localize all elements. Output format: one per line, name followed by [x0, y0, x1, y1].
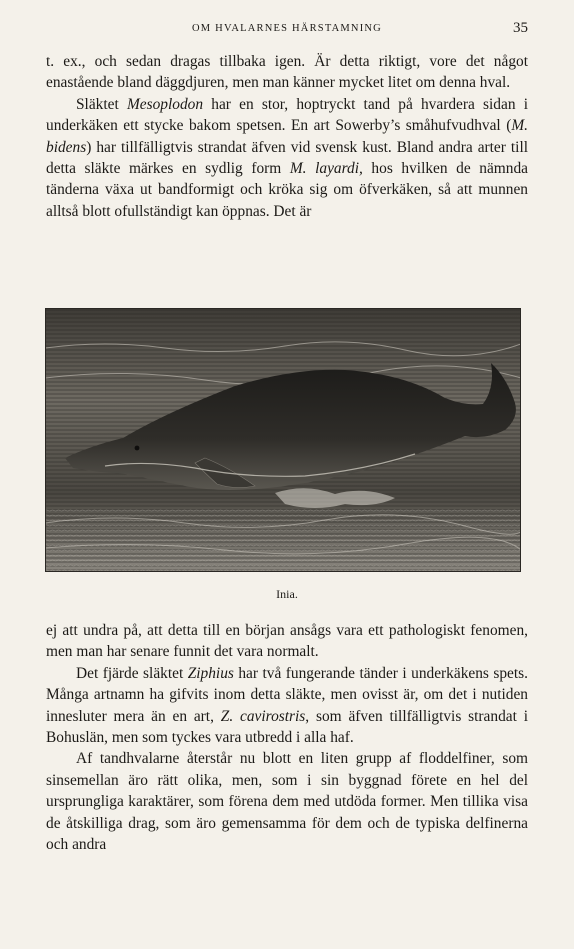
running-head: [46, 20, 528, 40]
inia-illustration: [45, 308, 521, 572]
text-run: Släktet: [76, 95, 127, 113]
dolphin-eye: [135, 446, 140, 451]
text-run: ej att undra på, att detta till en början ansågs vara ett pathologiskt fenomen, men man har senare funnit det vara normalt.: [46, 622, 528, 661]
text-run: har en stor, hoptryckt tand på hvardera sidan i underkäken ett stycke bakom spetsen. En art Sowerby’s småhufvudhval (: [46, 95, 528, 135]
page-number: 35: [513, 20, 528, 36]
italic-run: Mesoplodon: [126, 95, 204, 113]
figure-caption: Inia.: [276, 587, 298, 601]
paragraph: [46, 620, 528, 663]
italic-run: Z. cavirostris: [220, 707, 306, 725]
text-run: ) har tillfälligtvis strandat äfven vid svensk kust. Bland andra arter till detta släkte märkes en sydlig form: [46, 138, 528, 178]
text-run: , som äfven tillfälligtvis strandat i Bohuslän, men som tyckes vara utbredd i alla haf.: [46, 707, 528, 747]
italic-run: M. layardi,: [289, 160, 363, 178]
running-title: OM HVALARNES HÄRSTAMNING: [192, 23, 382, 34]
text-block-top: [46, 51, 528, 222]
text-block-bottom: [46, 620, 528, 855]
paragraph: [46, 748, 528, 855]
italic-run: M. bidens: [46, 117, 528, 156]
italic-run: Ziphius: [187, 664, 234, 682]
text-run: t. ex., och sedan dragas tillbaka igen. Är detta riktigt, vore det något enastående bland däggdjuren, men man känner mycket litet om denna hval.: [46, 53, 528, 92]
text-run: hos hvilken de nämnda tänderna växa ut bandformigt och kröka sig om öfverkäken, så att munnen alltså blott ofullständigt kan öppnas. Det är: [46, 160, 528, 220]
paragraph: [46, 94, 528, 222]
text-run: Af tandhvalarne återstår nu blott en liten grupp af floddelfiner, som sinsemellan äro rätt olika, men, som i sin byggnad förete en hel del ursprungliga karaktärer, som förena dem med utdöda former. Men tillika visa de åtskilliga drag, som äro gemensamma för dem och de typiska delfinerna och andra: [46, 750, 528, 854]
paragraph: [46, 663, 528, 749]
text-run: Det fjärde släktet: [76, 664, 188, 682]
paragraph: [46, 51, 528, 94]
text-run: har två fungerande tänder i underkäkens spets. Många artnamn ha gifvits inom detta släkte, men ovisst är, om det i nutiden innesluter mera än en art,: [46, 664, 529, 725]
figure-inia: [45, 308, 521, 572]
